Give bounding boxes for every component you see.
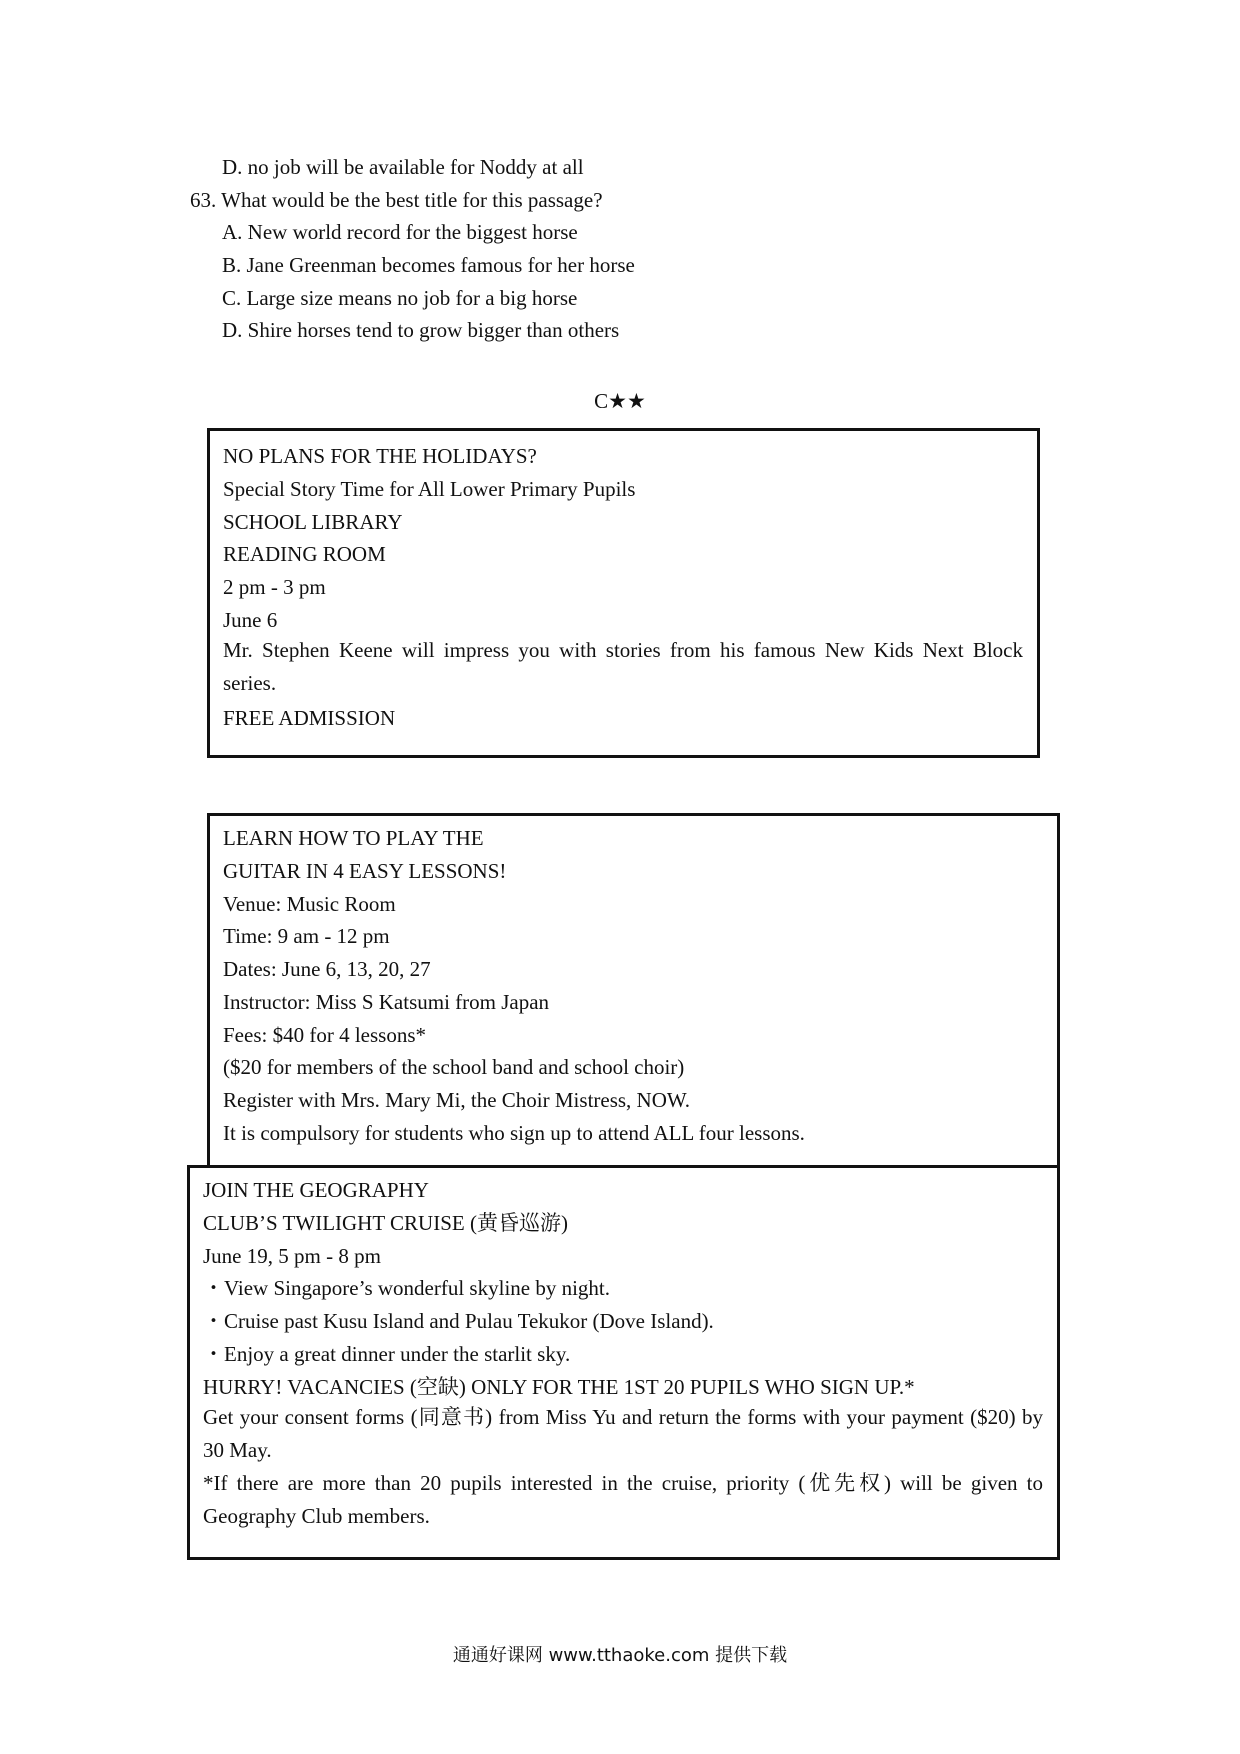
notice2-line: Register with Mrs. Mary Mi, the Choir Mistress, NOW. (223, 1088, 691, 1112)
notice1-paragraph: Mr. Stephen Keene will impress you with stories from his famous New Kids Next Block series. (223, 638, 1023, 695)
question-63-option-d: D. Shire horses tend to grow bigger than others (222, 318, 620, 342)
notice3-bullet: ・Enjoy a great dinner under the starlit sky. (203, 1342, 571, 1366)
question-63-option-c: C. Large size means no job for a big horse (222, 286, 578, 310)
notice2-line: Time: 9 am - 12 pm (223, 924, 390, 948)
notice2-line: Dates: June 6, 13, 20, 27 (223, 957, 431, 981)
notice3-paragraph: Get your consent forms (同意书) from Miss Yu and return the forms with your payment ($20) by 30 May. (203, 1405, 1043, 1462)
notice1-admission: FREE ADMISSION (223, 706, 396, 730)
notice2-line: It is compulsory for students who sign up to attend ALL four lessons. (223, 1121, 805, 1145)
notice2-line: Instructor: Miss S Katsumi from Japan (223, 990, 550, 1014)
question-63-option-b: B. Jane Greenman becomes famous for her horse (222, 253, 635, 277)
question-63-stem: 63. What would be the best title for this passage? (190, 188, 603, 212)
notice2-line: ($20 for members of the school band and school choir) (223, 1055, 685, 1079)
notice3-line: JOIN THE GEOGRAPHY (203, 1178, 429, 1202)
page-footer: 通通好课网 www.tthaoke.com 提供下载 (452, 1645, 788, 1666)
notice3-line: CLUB’S TWILIGHT CRUISE (黄昏巡游) (203, 1211, 568, 1235)
question-63-option-a: A. New world record for the biggest horse (222, 220, 578, 244)
notice1-line: NO PLANS FOR THE HOLIDAYS? (223, 444, 537, 468)
notice2-line: LEARN HOW TO PLAY THE (223, 826, 484, 850)
notice1-line: June 6 (223, 608, 278, 632)
notice2-line: Fees: $40 for 4 lessons* (223, 1023, 426, 1047)
notice-story-time (207, 428, 1040, 758)
notice3-line: HURRY! VACANCIES (空缺) ONLY FOR THE 1ST 20 PUPILS WHO SIGN UP.* (203, 1375, 915, 1399)
notice1-line: 2 pm - 3 pm (223, 575, 326, 599)
prev-option-d: D. no job will be available for Noddy at all (222, 155, 584, 179)
notice3-bullet: ・Cruise past Kusu Island and Pulau Tekukor (Dove Island). (203, 1309, 714, 1333)
notice1-line: READING ROOM (223, 542, 386, 566)
notice1-line: Special Story Time for All Lower Primary Pupils (223, 477, 636, 501)
section-title: C★★ (594, 389, 646, 413)
notice3-bullet: ・View Singapore’s wonderful skyline by night. (203, 1276, 611, 1300)
notice2-line: Venue: Music Room (223, 892, 396, 916)
notice3-paragraph: *If there are more than 20 pupils interested in the cruise, priority (优先权) will be given to Geography Club members. (203, 1471, 1043, 1528)
notice-geography-cruise (187, 1165, 1060, 1560)
notice2-line: GUITAR IN 4 EASY LESSONS! (223, 859, 507, 883)
notice1-line: SCHOOL LIBRARY (223, 510, 403, 534)
notice-guitar-lessons (207, 813, 1060, 1168)
notice3-line: June 19, 5 pm - 8 pm (203, 1244, 381, 1268)
